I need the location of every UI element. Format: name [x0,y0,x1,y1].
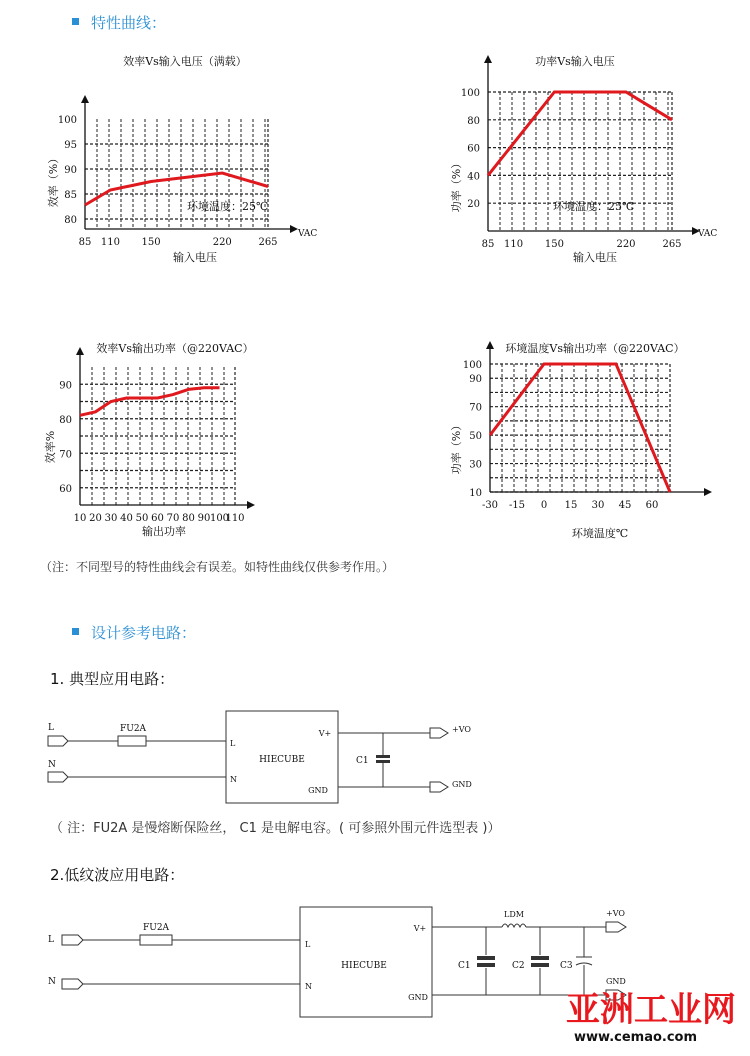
y-axis-label: 效率% [44,430,57,464]
y-tick-label: 70 [59,449,72,461]
svg-text:C3: C3 [560,961,573,971]
svg-text:N: N [48,977,56,987]
fuse-icon [140,935,172,945]
y-tick-label: 80 [59,414,72,426]
y-axis-arrow-icon [81,95,89,103]
x-tick-label: 70 [166,513,180,524]
inductor-icon [502,924,526,927]
x-unit: VAC [298,229,318,239]
terminal-vo-icon [430,728,448,738]
circuit1-heading: 1. 典型应用电路： [50,670,175,688]
terminal-gnd-icon [430,782,448,792]
svg-text:L: L [48,935,54,945]
y-tick-label: 80 [467,115,480,127]
x-axis-arrow-icon [704,488,712,496]
x-tick-label: 50 [135,513,149,524]
fuse-icon [118,736,146,746]
chart-efficiency-vs-input [40,45,340,270]
x-axis-label: 环境温度℃ [571,527,629,540]
y-tick-label: 10 [469,488,482,499]
y-tick-label: 50 [469,431,482,443]
x-tick-label: 0 [540,500,548,511]
circuit-note: （ 注：FU2A 是慢熔断保险丝， C1 是电解电容。( 可参照外围元件选型表 )） [50,821,501,836]
y-tick-label: 20 [467,199,480,211]
bullet-icon [72,18,79,25]
capacitor-c2-icon [531,956,549,960]
chart-power-vs-input [440,45,740,270]
x-tick-label: -15 [508,500,526,511]
y-tick-label: 90 [59,380,72,392]
x-tick-label: 150 [141,237,161,248]
x-tick-label: 100 [209,513,230,524]
svg-text:N: N [230,775,237,784]
capacitor-icon [376,755,390,758]
chart-temp-vs-output [440,335,740,550]
chart-svg [40,45,340,270]
svg-text:HIECUBE: HIECUBE [259,755,305,765]
bullet-icon [72,628,79,635]
terminal-L-icon [48,736,68,746]
series-line [490,364,670,492]
curve-note: （注：不同型号的特性曲线会有误差。如特性曲线仅供参考作用。） [40,560,395,574]
y-tick-label: 30 [469,459,482,471]
x-axis-label: 输入电压 [173,251,217,264]
svg-text:GND: GND [408,993,428,1002]
x-tick-label: 220 [616,239,636,250]
x-tick-label: 30 [104,513,118,524]
chart-title: 效率Vs输入电压（满载） [123,55,247,68]
y-tick-label: 100 [460,88,480,99]
x-tick-label: 60 [151,513,164,524]
circuit-typical [40,705,490,810]
chart-svg [440,335,740,550]
chart-svg [440,45,740,270]
svg-text:V+: V+ [413,924,427,933]
svg-text:C1: C1 [458,961,471,971]
watermark-logo [566,990,746,1050]
y-axis-label: 效率（%） [47,152,60,208]
svg-text:FU2A: FU2A [120,724,147,734]
chart-annotation: 环境温度：25℃ [187,200,269,213]
svg-text:C2: C2 [512,961,525,971]
x-tick-label: 90 [197,513,211,524]
svg-text:C1: C1 [356,756,369,766]
chart-title: 环境温度Vs输出功率（@220VAC） [505,342,685,355]
terminal-L-icon [62,935,83,945]
watermark-url: www.cemao.com [574,1030,698,1045]
y-tick-label: 100 [57,115,77,126]
x-tick-label: 30 [591,500,605,511]
x-tick-label: 265 [662,239,682,250]
y-tick-label: 100 [462,360,482,371]
x-tick-label: 60 [645,500,659,511]
x-tick-label: 110 [504,239,524,250]
y-tick-label: 90 [469,374,482,386]
x-tick-label: 80 [182,513,195,524]
x-axis-label: 输出功率 [142,525,186,538]
y-tick-label: 90 [64,165,77,176]
x-tick-label: 85 [78,237,92,248]
circuit-low-ripple [40,900,650,1025]
svg-text:HIECUBE: HIECUBE [341,961,387,971]
svg-text:+VO: +VO [452,725,471,734]
y-axis-label: 功率（%） [450,157,463,213]
x-tick-label: 110 [100,237,120,248]
y-axis-arrow-icon [486,341,494,349]
y-tick-label: 60 [59,483,72,495]
x-tick-label: 45 [618,500,632,511]
x-tick-label: 150 [544,239,564,250]
terminal-N-icon [62,979,83,989]
svg-text:GND: GND [308,786,328,795]
x-tick-label: 85 [481,239,495,250]
capacitor-c1-icon [477,956,495,960]
circuit1-svg [40,705,490,810]
chart-title: 效率Vs输出功率（@220VAC） [96,342,254,355]
x-unit: VAC [698,229,718,239]
x-tick-label: 110 [225,513,245,524]
watermark-main: 亚洲工业网 [566,990,736,1030]
y-tick-label: 85 [64,190,77,201]
svg-text:L: L [48,723,54,733]
svg-text:N: N [305,982,312,991]
x-axis-arrow-icon [290,225,298,233]
terminal-vo-icon [606,922,626,932]
y-axis-arrow-icon [76,347,84,355]
svg-text:LDM: LDM [504,910,524,919]
y-axis-label: 功率（%） [450,419,463,475]
x-tick-label: 20 [89,513,102,524]
y-tick-label: 60 [467,143,480,155]
x-tick-label: -30 [481,500,499,511]
svg-text:FU2A: FU2A [143,923,170,933]
section-title-circuits: 设计参考电路： [72,622,196,643]
y-tick-label: 70 [469,402,482,414]
chart-title: 功率Vs输入电压 [535,55,615,68]
svg-text:L: L [230,739,236,748]
x-axis-label: 输入电压 [573,251,617,264]
svg-text:GND: GND [452,780,472,789]
x-tick-label: 265 [258,237,278,248]
x-tick-label: 10 [73,513,87,524]
y-tick-label: 80 [64,215,77,226]
terminal-N-icon [48,772,68,782]
x-tick-label: 220 [212,237,232,248]
chart-efficiency-vs-output [40,335,340,550]
chart-annotation: 环境温度：25℃ [553,200,635,213]
x-tick-label: 40 [120,513,133,524]
circuit2-svg [40,900,650,1025]
y-axis-arrow-icon [484,55,492,63]
x-axis-arrow-icon [247,501,255,509]
y-tick-label: 40 [467,171,480,183]
chart-svg [40,335,340,550]
circuit2-heading: 2.低纹波应用电路： [50,866,185,884]
svg-text:N: N [48,760,56,770]
svg-text:+VO: +VO [606,909,625,918]
section-title-curves: 特性曲线： [72,12,166,33]
svg-text:V+: V+ [318,729,332,738]
x-tick-label: 15 [564,500,578,511]
svg-text:GND: GND [606,977,626,986]
svg-text:L: L [305,940,311,949]
y-tick-label: 95 [64,140,77,151]
